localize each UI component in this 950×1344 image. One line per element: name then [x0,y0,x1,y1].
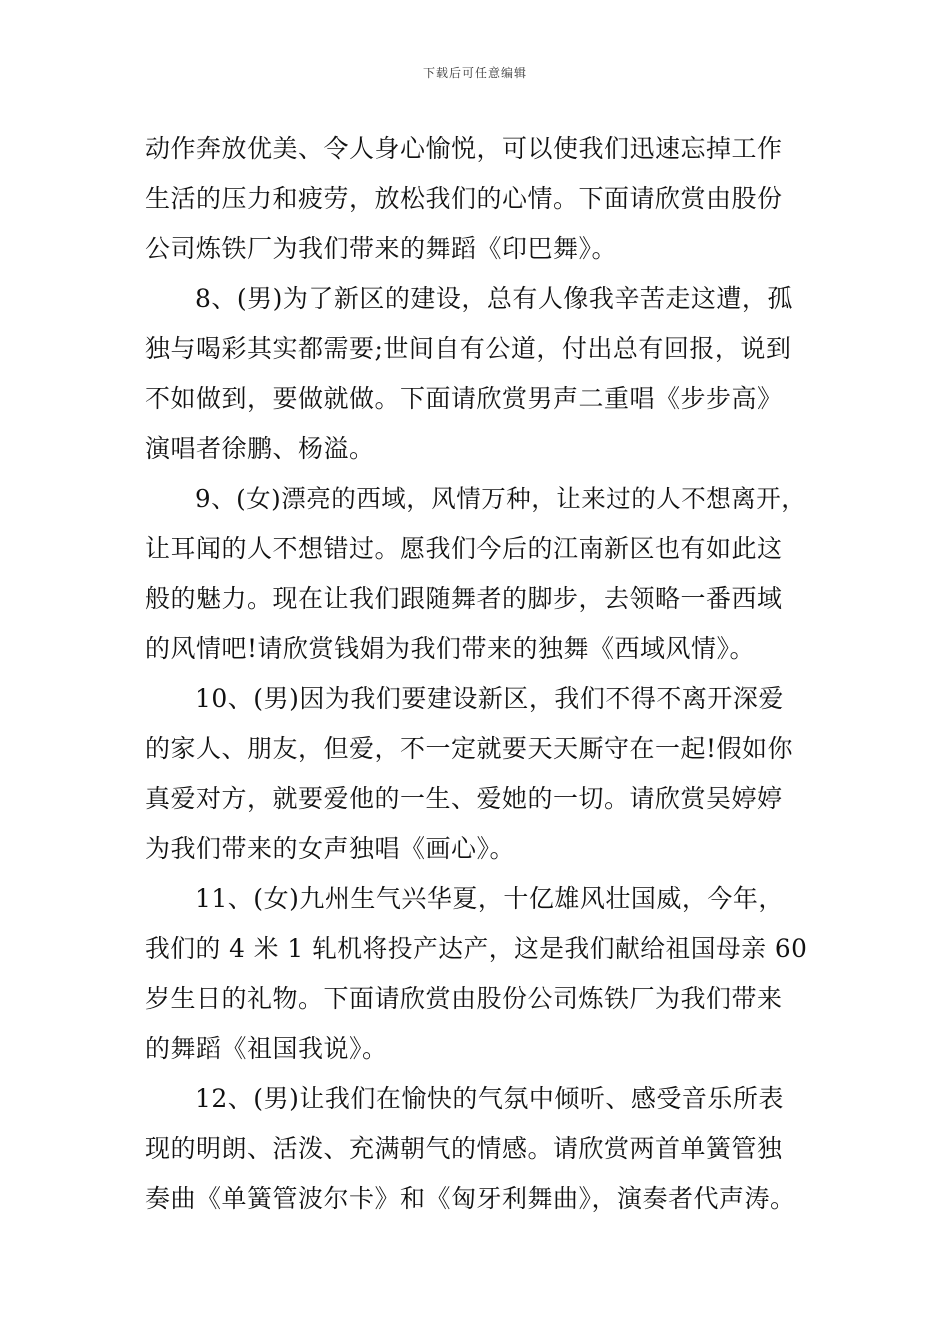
text-line: 9、(女)漂亮的西域，风情万种，让来过的人不想离开， [195,484,807,513]
text-line: 10、(男)因为我们要建设新区，我们不得不离开深爱 [195,684,784,713]
text-line: 8、(男)为了新区的建设，总有人像我辛苦走这遭，孤 [195,284,793,313]
text-line: 岁生日的礼物。下面请欣赏由股份公司炼铁厂为我们带来 [145,984,783,1013]
text-line: 动作奔放优美、令人身心愉悦，可以使我们迅速忘掉工作 [145,134,783,163]
text-line: 12、(男)让我们在愉快的气氛中倾听、感受音乐所表 [195,1084,784,1113]
text-line: 的家人、朋友，但爱，不一定就要天天厮守在一起!假如你 [145,734,794,763]
text-line: 般的魅力。现在让我们跟随舞者的脚步，去领略一番西域 [145,584,783,613]
text-line: 真爱对方，就要爱他的一生、爱她的一切。请欣赏吴婷婷 [145,784,783,813]
text-line: 独与喝彩其实都需要;世间自有公道，付出总有回报，说到 [145,334,792,363]
text-line: 我们的 4 米 1 轧机将投产达产，这是我们献给祖国母亲 60 [145,934,808,963]
text-line: 生活的压力和疲劳，放松我们的心情。下面请欣赏由股份 [145,184,783,213]
page-header: 下载后可任意编辑 [422,66,527,80]
text-line: 公司炼铁厂为我们带来的舞蹈《印巴舞》。 [145,234,618,263]
text-line: 奏曲《单簧管波尔卡》和《匈牙利舞曲》，演奏者代声涛。 [145,1184,796,1213]
text-line: 现的明朗、活泼、充满朝气的情感。请欣赏两首单簧管独 [145,1134,783,1163]
text-line: 演唱者徐鹏、杨溢。 [145,434,375,463]
text-line: 11、(女)九州生气兴华夏，十亿雄风壮国威，今年， [195,884,784,913]
text-line: 让耳闻的人不想错过。愿我们今后的江南新区也有如此这 [145,534,783,563]
text-line: 的舞蹈《祖国我说》。 [145,1034,388,1063]
document-body [145,124,810,1224]
text-line: 为我们带来的女声独唱《画心》。 [145,834,516,863]
text-line: 的风情吧!请欣赏钱娟为我们带来的独舞《西域风情》。 [145,634,756,663]
text-line: 不如做到，要做就做。下面请欣赏男声二重唱《步步高》 [145,384,783,413]
